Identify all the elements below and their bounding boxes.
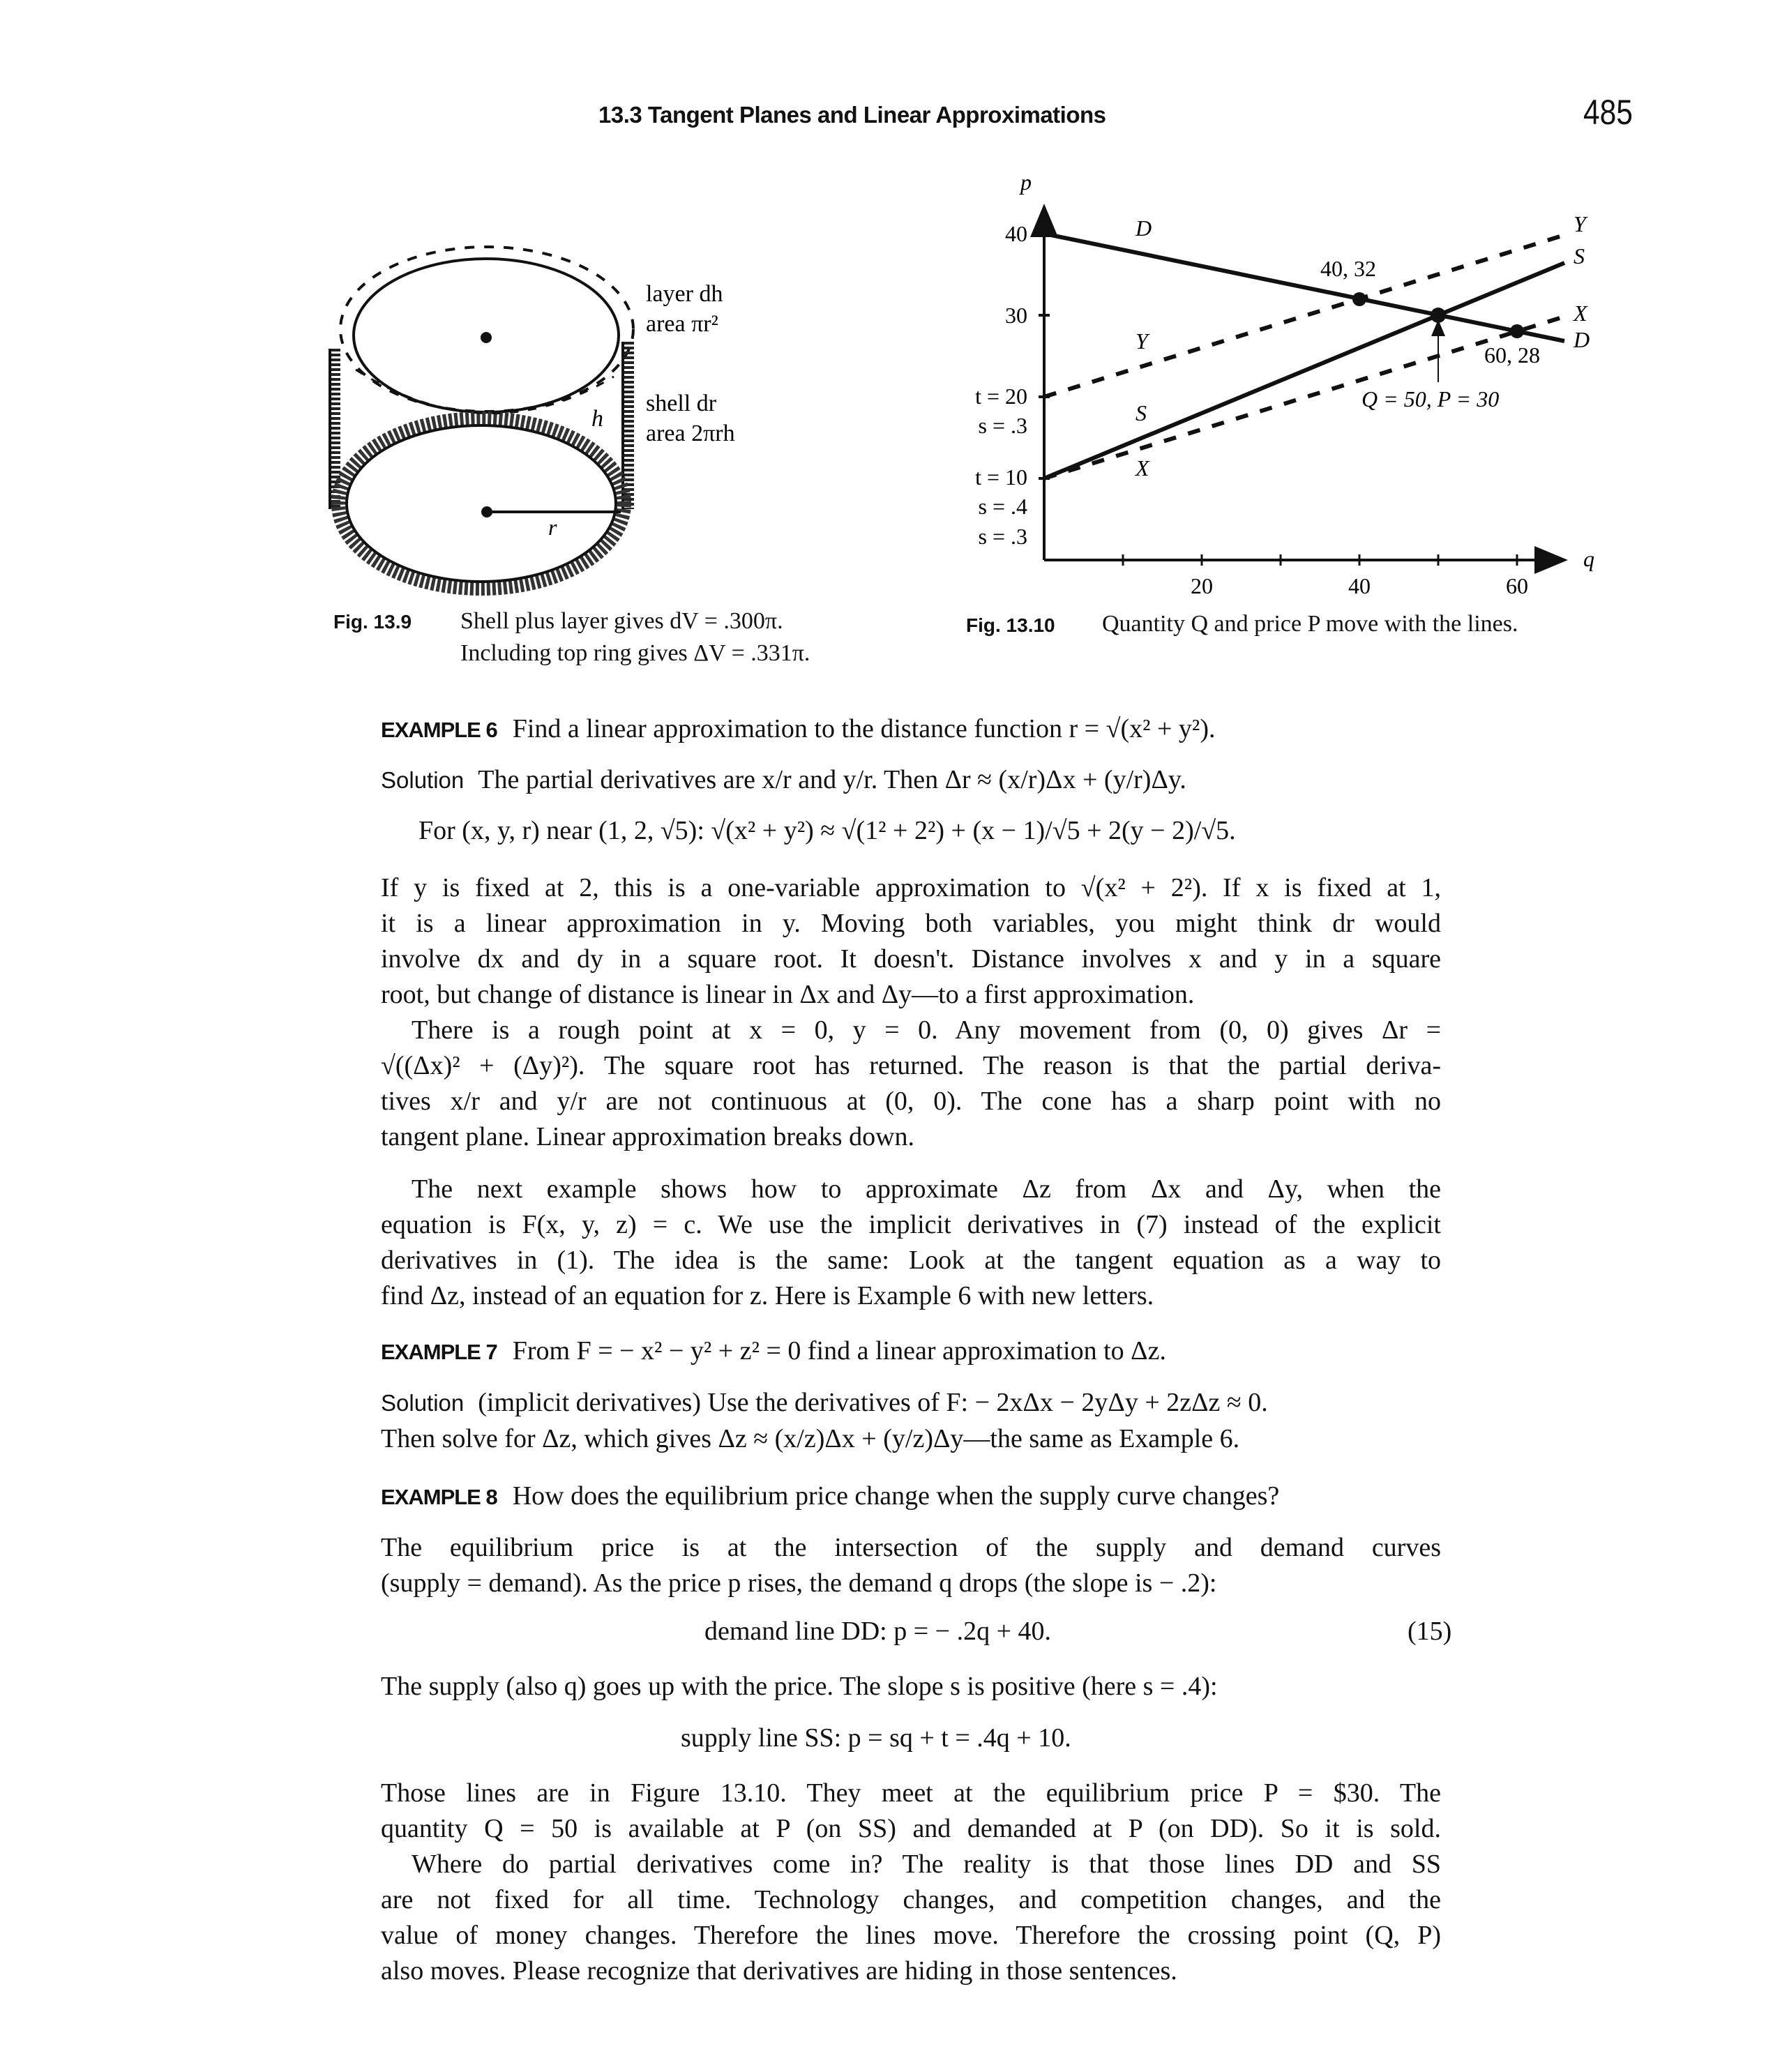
paragraph-line: quantity Q = 50 is available at P (on SS) and demanded at P (on DD). So it is sold.: [381, 1814, 1441, 1843]
example-7-solution-line2: Then solve for Δz, which gives Δz ≈ (x/z)Δx + (y/z)Δy—the same as Example 6.: [381, 1424, 1240, 1453]
page-number: 485: [1583, 93, 1633, 132]
paragraph-line: value of money changes. Therefore the lines move. Therefore the crossing point (Q, P): [381, 1921, 1441, 1950]
paragraph-line: find Δz, instead of an equation for z. Here is Example 6 with new letters.: [381, 1281, 1154, 1310]
paragraph-line: Those lines are in Figure 13.10. They meet at the equilibrium price P = $30. The: [381, 1778, 1441, 1808]
example-7-solution-text: (implicit derivatives) Use the derivatives of F: − 2xΔx − 2yΔy + 2zΔz ≈ 0.: [478, 1388, 1268, 1417]
example-6-formula: For (x, y, r) near (1, 2, √5): √(x² + y²) ≈ √(1² + 2²) + (x − 1)/√5 + 2(y − 2)/√5.: [418, 816, 1236, 845]
label-X-right: X: [1574, 301, 1587, 326]
paragraph-line: root, but change of distance is linear in Δx and Δy—to a first approximation.: [381, 980, 1195, 1009]
example-7-solution-label: Solution: [381, 1390, 465, 1416]
svg-text:20: 20: [1191, 573, 1213, 598]
paragraph-line: derivatives in (1). The idea is the same: Look at the tangent equation as a way to: [381, 1246, 1441, 1275]
supply-intro: The supply (also q) goes up with the price. The slope s is positive (here s = .4):: [381, 1672, 1218, 1701]
figure-13-9-label: Fig. 13.9: [333, 611, 412, 633]
label-Y-right: Y: [1574, 211, 1586, 236]
label-D-right: D: [1574, 327, 1590, 352]
paragraph-line: are not fixed for all time. Technology changes, and competition changes, and the: [381, 1885, 1441, 1914]
example-6-statement-line: [381, 711, 1215, 748]
figure-13-9-caption-line1: Shell plus layer gives dV = .300π.: [460, 608, 783, 634]
height-label: h: [591, 406, 603, 432]
example-7-statement-line: [381, 1333, 1166, 1370]
paragraph-line: involve dx and dy in a square root. It doesn't. Distance involves x and y in a square: [381, 944, 1441, 974]
example-7-solution-line1: [381, 1385, 1268, 1421]
shell-label-line1: shell dr: [646, 391, 717, 416]
svg-text:60: 60: [1506, 573, 1528, 598]
q-axis-tick-labels: [1191, 573, 1528, 598]
example-6-paragraph-1: [381, 870, 1441, 1013]
example-6-solution-label: Solution: [381, 767, 465, 793]
running-header-title: 13.3 Tangent Planes and Linear Approximations: [598, 102, 1106, 128]
example-6-paragraph-2: [381, 1013, 1441, 1155]
example-8-paragraph-1: [381, 1530, 1441, 1601]
layer-label-line2: area πr²: [646, 311, 718, 337]
example-6-solution-text: The partial derivatives are x/r and y/r. Then Δr ≈ (x/r)Δx + (y/r)Δy.: [478, 765, 1186, 794]
demand-equation: demand line DD: p = − .2q + 40.: [704, 1617, 1052, 1646]
label-X-left: X: [1136, 455, 1149, 481]
paragraph-line: Where do partial derivatives come in? The reality is that those lines DD and SS: [412, 1850, 1441, 1879]
example-6-solution-line: [381, 762, 1186, 798]
equation-number-15: (15): [1408, 1617, 1452, 1646]
equilibrium-label: Q = 50, P = 30: [1361, 386, 1500, 411]
example-8-statement: How does the equilibrium price change when the supply curve changes?: [512, 1481, 1280, 1511]
point-40-32: [1352, 292, 1366, 306]
paragraph-line: There is a rough point at x = 0, y = 0. Any movement from (0, 0) gives Δr =: [412, 1015, 1441, 1045]
svg-text:40: 40: [1348, 573, 1371, 598]
example-7-statement: From F = − x² − y² + z² = 0 find a linear approximation to Δz.: [512, 1336, 1166, 1366]
transition-paragraph: [381, 1172, 1441, 1314]
point-label-60-28: 60, 28: [1484, 342, 1540, 368]
paragraph-line: The equilibrium price is at the intersection of the supply and demand curves: [381, 1533, 1441, 1562]
example-8-statement-line: [381, 1479, 1279, 1515]
shell-label-line2: area 2πrh: [646, 421, 735, 446]
paragraph-line: also moves. Please recognize that derivatives are hiding in those sentences.: [381, 1956, 1177, 1986]
svg-text:s = .3: s = .3: [978, 413, 1027, 438]
example-8-paragraph-2: [381, 1776, 1441, 1847]
figure-13-10-label: Fig. 13.10: [966, 614, 1055, 636]
point-label-40-32: 40, 32: [1320, 256, 1376, 281]
figure-13-10-label-wrap: [966, 614, 1055, 637]
example-8-paragraph-3: [381, 1847, 1441, 1989]
svg-text:t = 20: t = 20: [975, 384, 1027, 409]
p-axis-tick-labels: [975, 221, 1027, 549]
example-6-label: EXAMPLE 6: [381, 718, 497, 742]
label-Y-left: Y: [1136, 328, 1148, 354]
demand-line-D: [1044, 234, 1564, 341]
p-axis-label: p: [1020, 169, 1032, 195]
label-D-left: D: [1136, 215, 1152, 241]
paragraph-line: equation is F(x, y, z) = c. We use the implicit derivatives in (7) instead of the explicit: [381, 1210, 1441, 1239]
paragraph-line: it is a linear approximation in y. Moving both variables, you might think dr would: [381, 909, 1441, 938]
figure-13-10-caption: Quantity Q and price P move with the lines.: [1102, 611, 1518, 637]
paragraph-line: The next example shows how to approximate Δz from Δx and Δy, when the: [412, 1174, 1441, 1204]
example-7-label: EXAMPLE 7: [381, 1340, 497, 1364]
figure-13-9-caption-line2: Including top ring gives ΔV = .331π.: [460, 640, 810, 666]
paragraph-line: tangent plane. Linear approximation breaks down.: [381, 1122, 915, 1151]
supply-equation: supply line SS: p = sq + t = .4q + 10.: [681, 1723, 1071, 1753]
layer-label-line1: layer dh: [646, 281, 723, 307]
svg-text:s = .3: s = .3: [978, 524, 1027, 549]
svg-text:s = .4: s = .4: [978, 494, 1027, 519]
svg-text:t = 10: t = 10: [975, 464, 1027, 490]
radius-label: r: [548, 515, 557, 540]
label-S-left: S: [1136, 400, 1147, 425]
example-6-statement: Find a linear approximation to the distance function r = √(x² + y²).: [512, 714, 1216, 743]
svg-text:40: 40: [1005, 221, 1027, 246]
paragraph-line: √((Δx)² + (Δy)²). The square root has returned. The reason is that the partial deriva-: [381, 1051, 1441, 1080]
point-60-28: [1510, 324, 1524, 338]
point-equilibrium-50-30: [1431, 308, 1446, 323]
paragraph-line: tives x/r and y/r are not continuous at (0, 0). The cone has a sharp point with no: [381, 1087, 1441, 1116]
svg-text:30: 30: [1005, 303, 1027, 328]
q-axis-label: q: [1583, 546, 1594, 571]
paragraph-line: If y is fixed at 2, this is a one-variable approximation to √(x² + 2²). If x is fixed at 1,: [381, 873, 1441, 902]
paragraph-line: (supply = demand). As the price p rises, the demand q drops (the slope is − .2):: [381, 1568, 1217, 1598]
label-S-right: S: [1574, 243, 1585, 269]
example-8-label: EXAMPLE 8: [381, 1485, 497, 1509]
